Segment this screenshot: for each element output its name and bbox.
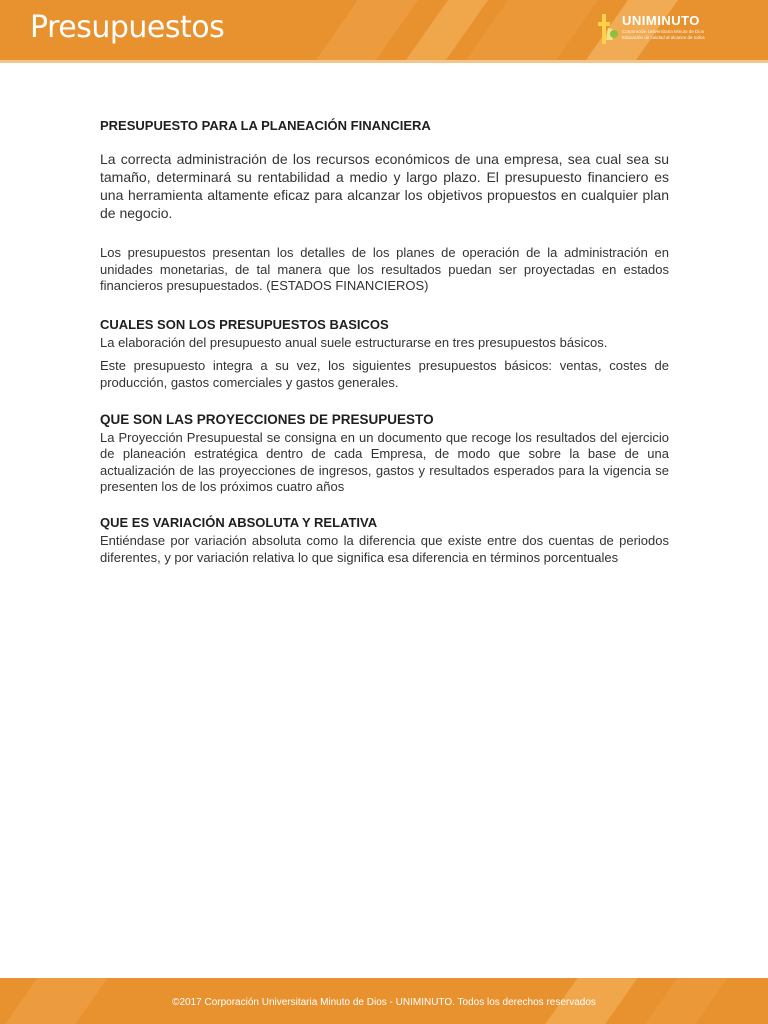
- paragraph-intro: La correcta administración de los recursos económicos de una empresa, sea cual sea su tamaño, determinará su rentabilidad a medio y largo plazo. El presupuesto financiero es una herramienta altamente eficaz para alcanzar los objetivos propuestos en cualquier plan de negocio.: [100, 151, 669, 221]
- paragraph-basicos-2: Este presupuesto integra a su vez, los siguientes presupuestos básicos: ventas, costes de producción, gastos comerciales y gastos generales.: [100, 358, 669, 390]
- logo-subtitle-line: Corporación Universitaria Minuto de Dios: [622, 29, 705, 34]
- footer-copyright: ©2017 Corporación Universitaria Minuto de Dios - UNIMINUTO. Todos los derechos reservados: [172, 997, 596, 1008]
- paragraph-presupuestos: Los presupuestos presentan los detalles de los planes de operación de la administración en unidades monetarias, de tal manera que los resultados puedan ser proyectadas en estados financieros presupuestados. (ESTADOS FINANCIEROS): [100, 245, 669, 294]
- logo-name: UNIMINUTO: [622, 13, 700, 28]
- paragraph-variacion: Entiéndase por variación absoluta como la diferencia que existe entre dos cuentas de periodos diferentes, y por variación relativa lo que significa esa diferencia en términos porcentuales: [100, 532, 669, 565]
- paragraph-proyecciones: La Proyección Presupuestal se consigna en un documento que recoge los resultados del ejercicio de planeación estratégica dentro de cada Empresa, de modo que sobre la base de una actualización de las proyecciones de ingresos, gastos y resultados esperados para la vigencia se presenten los de los próximos cuatro años: [100, 429, 669, 495]
- logo-tagline-line: Educación de calidad al alcance de todos: [622, 34, 705, 40]
- uniminuto-logo: [598, 12, 728, 48]
- page-header: [0, 0, 768, 60]
- heading-planeacion: PRESUPUESTO PARA LA PLANEACIÓN FINANCIERA: [100, 118, 431, 133]
- logo-subtitle: [622, 29, 722, 40]
- heading-proyecciones: QUE SON LAS PROYECCIONES DE PRESUPUESTO: [100, 411, 434, 427]
- heading-basicos: CUALES SON LOS PRESUPUESTOS BASICOS: [100, 316, 389, 332]
- header-divider: [0, 60, 768, 63]
- paragraph-basicos-1: La elaboración del presupuesto anual suele estructurarse en tres presupuestos básicos.: [100, 334, 608, 350]
- page-footer: [0, 978, 768, 1024]
- page-title: Presupuestos: [30, 10, 225, 45]
- document-body: [100, 118, 669, 566]
- logo-emblem-icon: [598, 14, 620, 44]
- heading-variacion: QUE ES VARIACIÓN ABSOLUTA Y RELATIVA: [100, 514, 378, 530]
